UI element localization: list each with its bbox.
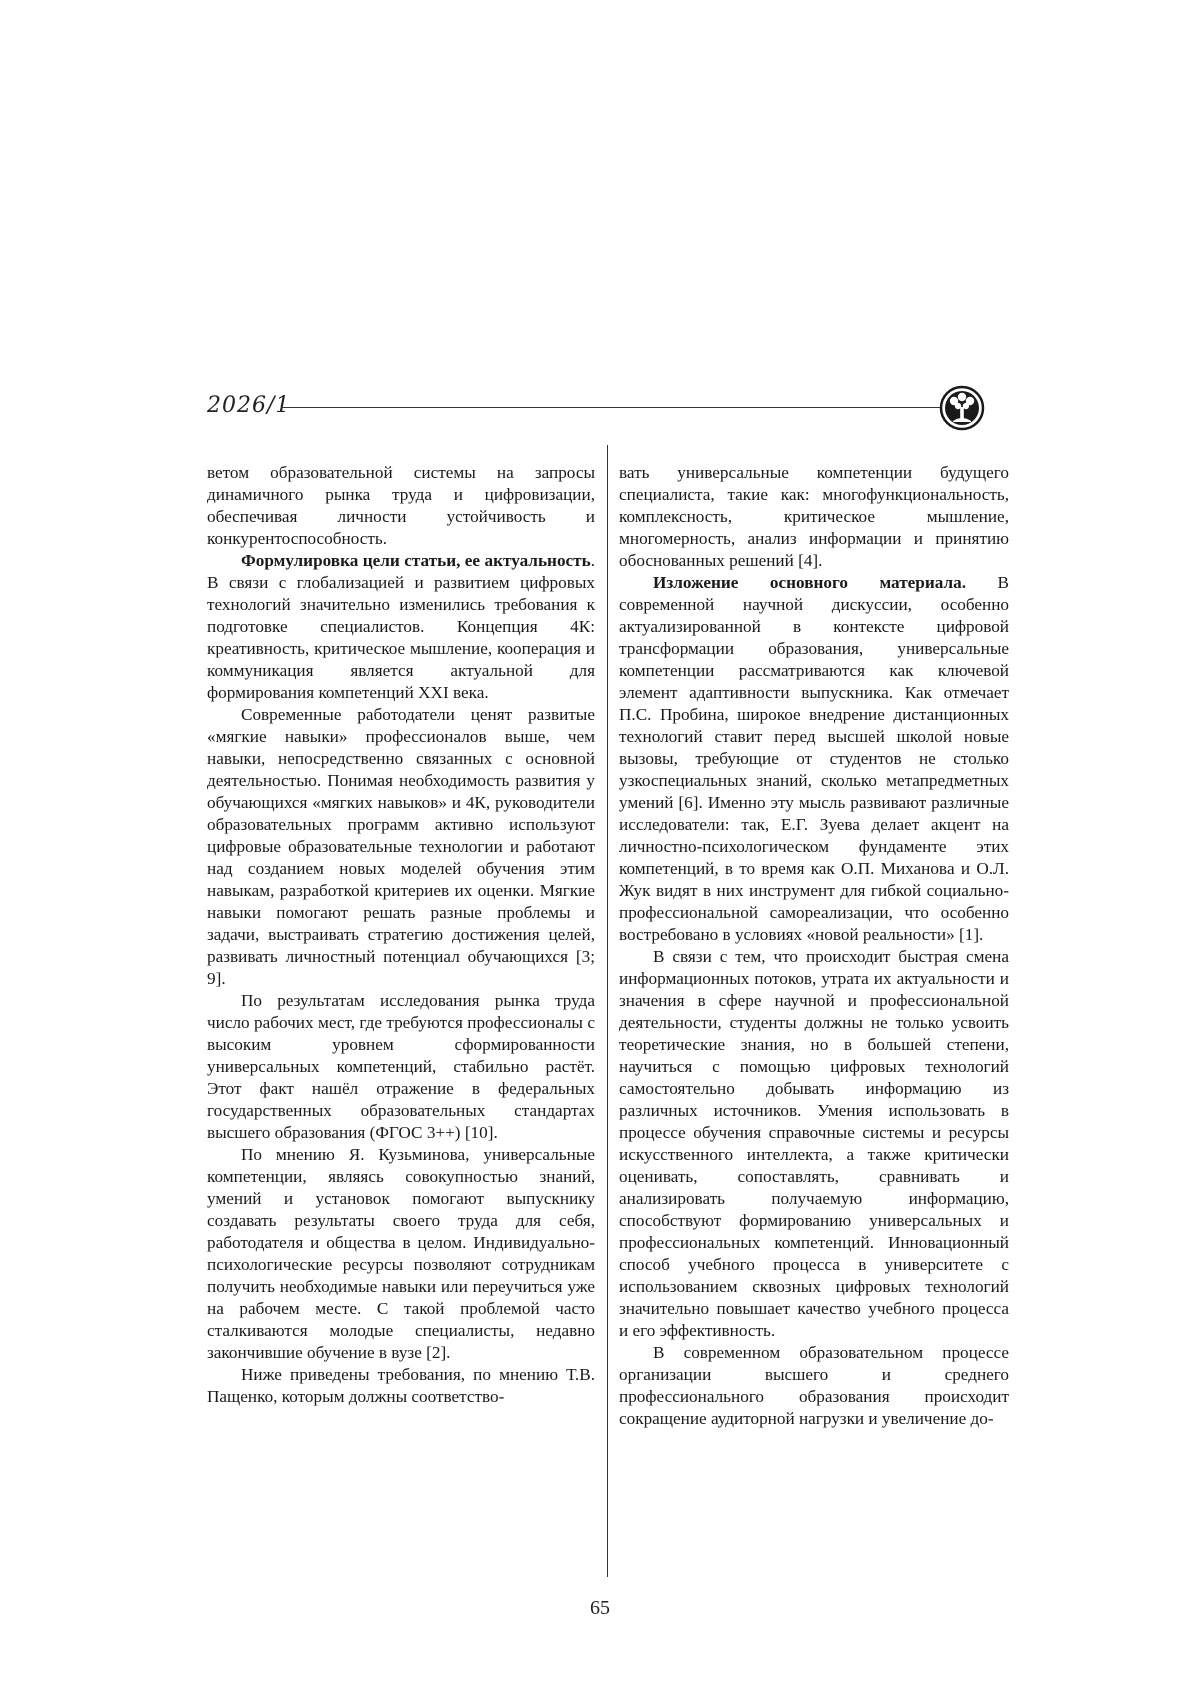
section-heading: Формулировка цели статьи, ее актуальность: [241, 551, 591, 570]
paragraph: По мнению Я. Кузьминова, универсальные компетенции, являясь совокупностью знаний, умений и установок помогают выпускнику создавать результаты своего труда для себя, работодателя и общества в целом. Индивидуально-психологические ресурсы позволяют сотрудникам получить необходимые навыки или переучиться уже на рабочем месте. С такой проблемой часто сталкиваются молодые специалисты, недавно закончившие обучение в вузе [2].: [207, 1145, 595, 1362]
issue-number: 2026/1: [207, 393, 291, 418]
running-header: [207, 385, 1007, 435]
paragraph-text: . В связи с глобализацией и развитием цифровых технологий значительно изменились требования к подготовке специалистов. Концепция 4К: креативность, критическое мышление, кооперация и коммуникация является актуальной для формирования компетенций XXI века.: [207, 551, 595, 702]
tree-emblem-icon: [939, 385, 985, 431]
section-heading: Изложение основного материала.: [653, 573, 967, 592]
paragraph: По результатам исследования рынка труда число рабочих мест, где требуются профессионалы с высоким уровнем сформированности универсальных компетенций, стабильно растёт. Этот факт нашёл отражение в федеральных государственных образовательных стандартах высшего образования (ФГОС 3++) [10].: [207, 991, 595, 1142]
paragraph: ветом образовательной системы на запросы динамичного рынка труда и цифровизации, обеспечивая личности устойчивость и конкурентоспособность.: [207, 463, 595, 548]
paragraph: [619, 572, 1009, 946]
column-divider: [607, 445, 608, 1577]
header-rule: [281, 407, 941, 408]
paragraph: В современном образовательном процессе организации высшего и среднего профессионального образования происходит сокращение аудиторной нагрузки и увеличение до-: [619, 1343, 1009, 1428]
page-number: 65: [590, 1597, 610, 1619]
paragraph: [207, 550, 595, 704]
right-column: [619, 462, 1009, 1430]
paragraph: Ниже приведены требования, по мнению Т.В. Пащенко, которым должны соответство-: [207, 1365, 595, 1406]
paragraph: вать универсальные компетенции будущего специалиста, такие как: многофункциональность, комплексность, критическое мышление, многомерность, анализ информации и принятию обоснованных решений [4].: [619, 463, 1009, 570]
paragraph: Современные работодатели ценят развитые «мягкие навыки» профессионалов выше, чем навыки, непосредственно связанных с основной деятельностью. Понимая необходимость развития у обучающихся «мягких навыков» и 4К, руководители образовательных программ активно используют цифровые образовательные технологии и работают над созданием новых моделей обучения этим навыкам, разработкой критериев их оценки. Мягкие навыки помогают решать разные проблемы и задачи, выстраивать стратегию достижения целей, развивать личностный потенциал обучающихся [3; 9].: [207, 705, 595, 988]
paragraph: В связи с тем, что происходит быстрая смена информационных потоков, утрата их актуальности и значения в сфере научной и профессиональной деятельности, студенты должны не только усвоить теоретические знания, но в большей степени, научиться с помощью цифровых технологий самостоятельно добывать информацию из различных источников. Умения использовать в процессе обучения справочные системы и ресурсы искусственного интеллекта, а также критически оценивать, сопоставлять, сравнивать и анализировать получаемую информацию, способствуют формированию универсальных и профессиональных компетенций. Инновационный способ учебного процесса в университете с использованием сквозных цифровых технологий значительно повышает качество учебного процесса и его эффективность.: [619, 947, 1009, 1340]
left-column: [207, 462, 595, 1408]
paragraph-text: В современной научной дискуссии, особенно актуализированной в контексте цифровой трансформации образования, универсальные компетенции рассматриваются как ключевой элемент адаптивности выпускника. Как отмечает П.С. Пробина, широкое внедрение дистанционных технологий ставит перед высшей школой новые вызовы, требующие от студентов не столько узкоспециальных знаний, сколько метапредметных умений [6]. Именно эту мысль развивают различные исследователи: так, Е.Г. Зуева делает акцент на личностно-психологическом фундаменте этих компетенций, в то время как О.П. Михановa и О.Л. Жук видят в них инструмент для гибкой социально-профессиональной самореализации, что особенно востребовано в условиях «новой реальности» [1].: [619, 573, 1009, 944]
